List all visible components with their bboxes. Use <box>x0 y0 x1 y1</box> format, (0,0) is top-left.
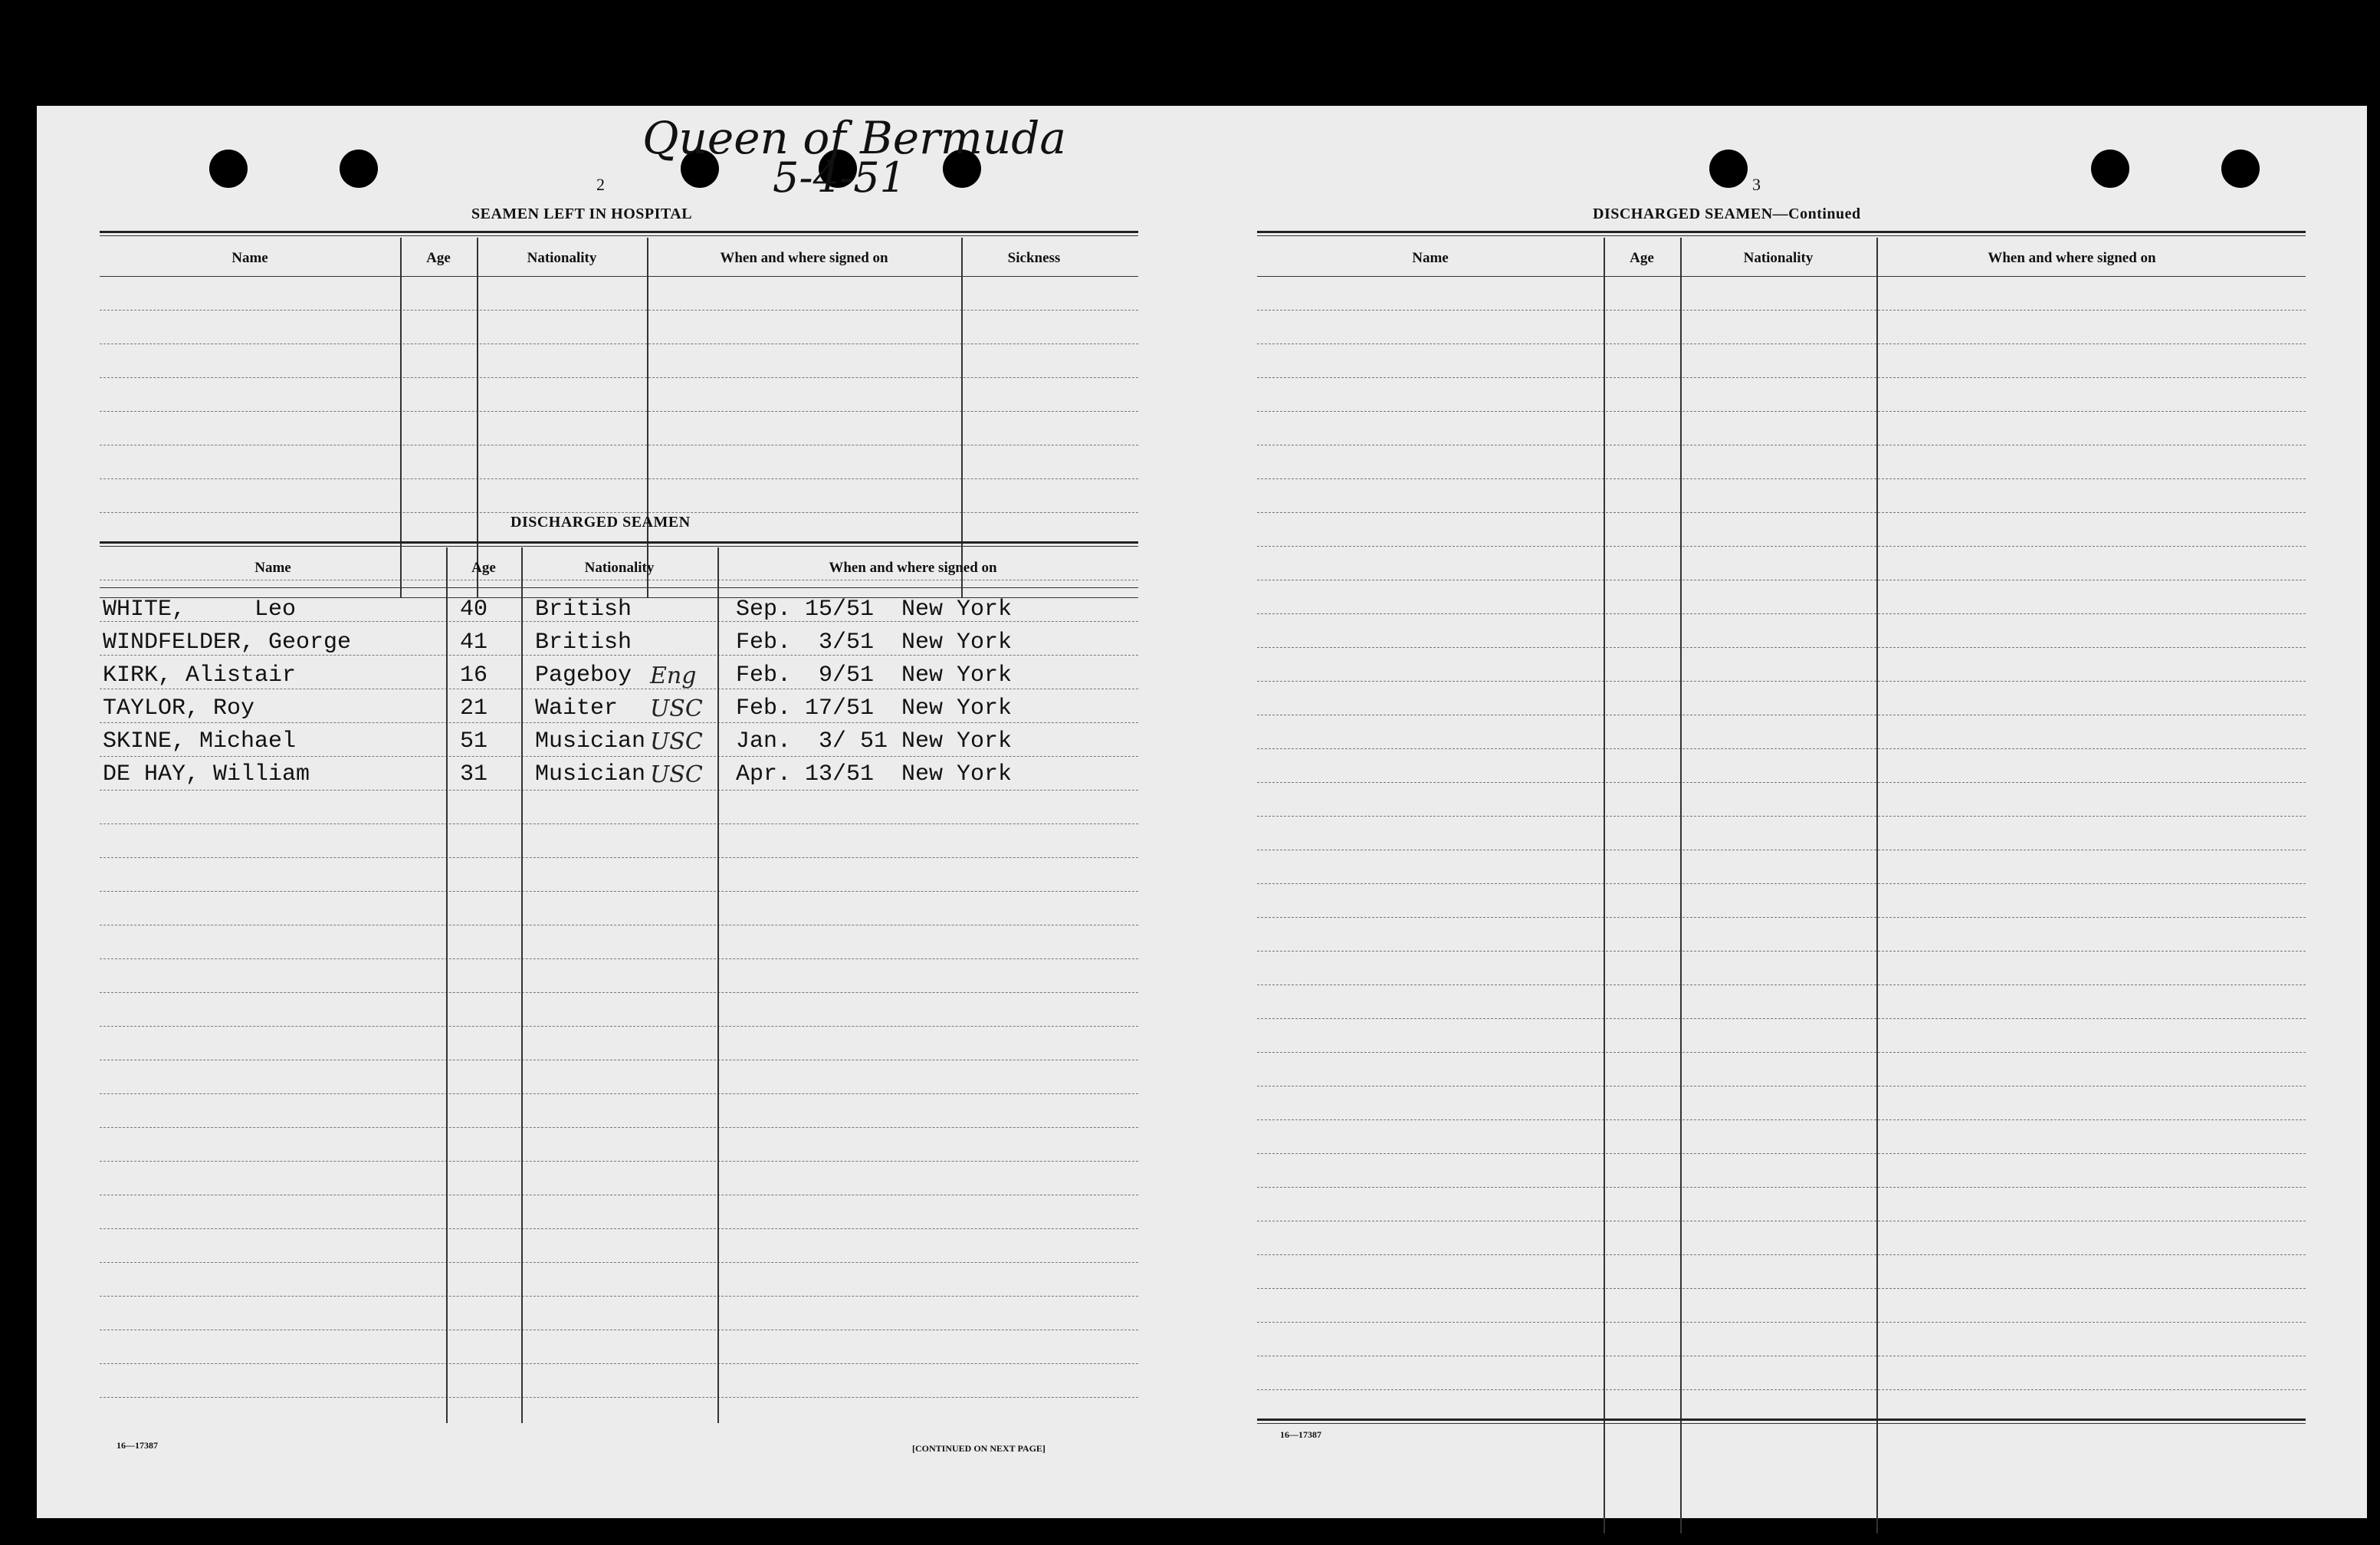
seaman-nationality: Waiter <box>535 695 619 722</box>
nationality-note: USC <box>650 695 703 722</box>
nationality-note: Eng <box>650 662 697 689</box>
seaman-name: WHITE, Leo <box>103 597 297 623</box>
seaman-name: SKINE, Michael <box>103 728 297 754</box>
hospital-section-title: SEAMEN LEFT IN HOSPITAL <box>471 205 693 222</box>
seaman-age: 21 <box>460 695 488 722</box>
right-col-age: Age <box>1630 250 1654 266</box>
seaman-nationality: British <box>535 597 632 623</box>
ruled-line <box>100 377 1138 378</box>
ruled-line <box>1257 377 2306 378</box>
signed-on: Feb. 9/51 New York <box>736 662 1013 689</box>
continued-note: [CONTINUED ON NEXT PAGE] <box>912 1443 1046 1454</box>
nationality-note: USC <box>650 761 703 788</box>
ruled-line <box>100 310 1138 311</box>
seaman-nationality: British <box>535 630 632 656</box>
discharged-section-title: DISCHARGED SEAMEN <box>510 514 691 531</box>
signed-on: Feb. 17/51 New York <box>736 695 1013 722</box>
ruled-line <box>1257 1018 2306 1019</box>
ruled-line <box>1257 512 2306 513</box>
ruled-line <box>1257 883 2306 884</box>
ruled-line <box>100 1093 1138 1094</box>
form-number-left: 16—17387 <box>117 1440 158 1451</box>
discharged-col-signed-on: When and where signed on <box>829 560 997 576</box>
discharged-col-nationality: Nationality <box>584 560 655 576</box>
ruled-line <box>1257 681 2306 682</box>
seaman-age: 41 <box>460 630 488 656</box>
ruled-line <box>1257 478 2306 479</box>
discharged-col-age: Age <box>471 560 496 576</box>
hospital-col-name: Name <box>231 250 268 266</box>
page-number-left: 2 <box>596 175 605 194</box>
right-col-name: Name <box>1412 250 1449 266</box>
seaman-age: 40 <box>460 597 488 623</box>
punch-hole <box>2221 150 2260 188</box>
ruled-line <box>1257 1153 2306 1154</box>
page-number-right: 3 <box>1752 175 1761 194</box>
ruled-line <box>1257 917 2306 918</box>
ruled-line <box>100 992 1138 993</box>
ruled-line <box>1257 1389 2306 1390</box>
seaman-age: 16 <box>460 662 488 689</box>
signed-on: Feb. 3/51 New York <box>736 630 1013 656</box>
ruled-line <box>1257 1187 2306 1188</box>
hospital-col-age: Age <box>426 250 451 266</box>
punch-hole <box>1709 150 1748 188</box>
ruled-line <box>100 722 1138 723</box>
ruled-line <box>1257 748 2306 749</box>
ruled-line <box>100 857 1138 858</box>
signed-on: Sep. 15/51 New York <box>736 597 1013 623</box>
ruled-line <box>1257 1322 2306 1323</box>
ruled-line <box>100 512 1138 513</box>
ruled-line <box>1257 1052 2306 1053</box>
discharged-col-name: Name <box>254 560 291 576</box>
nationality-note: USC <box>650 728 703 755</box>
ruled-line <box>100 1363 1138 1364</box>
ruled-line <box>100 1228 1138 1229</box>
handwritten-ship-name: Queen of Bermuda <box>642 112 1066 164</box>
ruled-line <box>100 1161 1138 1162</box>
seaman-name: WINDFELDER, George <box>103 630 352 656</box>
seaman-age: 31 <box>460 761 488 787</box>
ruled-line <box>100 1026 1138 1027</box>
ruled-line <box>1257 411 2306 412</box>
ruled-line <box>1257 1254 2306 1255</box>
seaman-name: DE HAY, William <box>103 761 310 787</box>
ruled-line <box>1257 782 2306 783</box>
seaman-name: TAYLOR, Roy <box>103 695 255 722</box>
ruled-line <box>100 478 1138 479</box>
form-number-right: 16—17387 <box>1280 1429 1321 1440</box>
document-sheet <box>37 106 2367 1518</box>
ruled-line <box>1257 647 2306 648</box>
seaman-age: 51 <box>460 728 488 754</box>
signed-on: Jan. 3/ 51 New York <box>736 728 1013 754</box>
hospital-col-signed-on: When and where signed on <box>720 250 888 266</box>
ruled-line <box>100 756 1138 757</box>
ruled-line <box>100 1262 1138 1263</box>
hospital-col-sickness: Sickness <box>1007 250 1061 266</box>
ruled-line <box>1257 613 2306 614</box>
punch-hole <box>340 150 378 188</box>
ruled-line <box>100 411 1138 412</box>
ruled-line <box>1257 1119 2306 1120</box>
ruled-line <box>100 1296 1138 1297</box>
seaman-name: KIRK, Alistair <box>103 662 297 689</box>
punch-hole <box>209 150 248 188</box>
ruled-line <box>100 1397 1138 1398</box>
right-section-title: DISCHARGED SEAMEN—Continued <box>1593 205 1861 222</box>
ruled-line <box>100 790 1138 791</box>
handwritten-date: 5-4-51 <box>773 153 906 202</box>
ruled-line <box>100 823 1138 824</box>
ruled-line <box>100 958 1138 959</box>
right-col-nationality: Nationality <box>1743 250 1814 266</box>
ruled-line <box>1257 816 2306 817</box>
ruled-line <box>1257 310 2306 311</box>
ruled-line <box>100 1127 1138 1128</box>
ruled-line <box>1257 546 2306 547</box>
seaman-nationality: Pageboy <box>535 662 632 689</box>
right-col-signed-on: When and where signed on <box>1988 250 2156 266</box>
punch-hole <box>2091 150 2129 188</box>
ruled-line <box>1257 951 2306 952</box>
ruled-line <box>100 891 1138 892</box>
seaman-nationality: Musician <box>535 761 646 787</box>
ruled-line <box>1257 1288 2306 1289</box>
signed-on: Apr. 13/51 New York <box>736 761 1013 787</box>
hospital-col-nationality: Nationality <box>527 250 597 266</box>
seaman-nationality: Musician <box>535 728 646 754</box>
